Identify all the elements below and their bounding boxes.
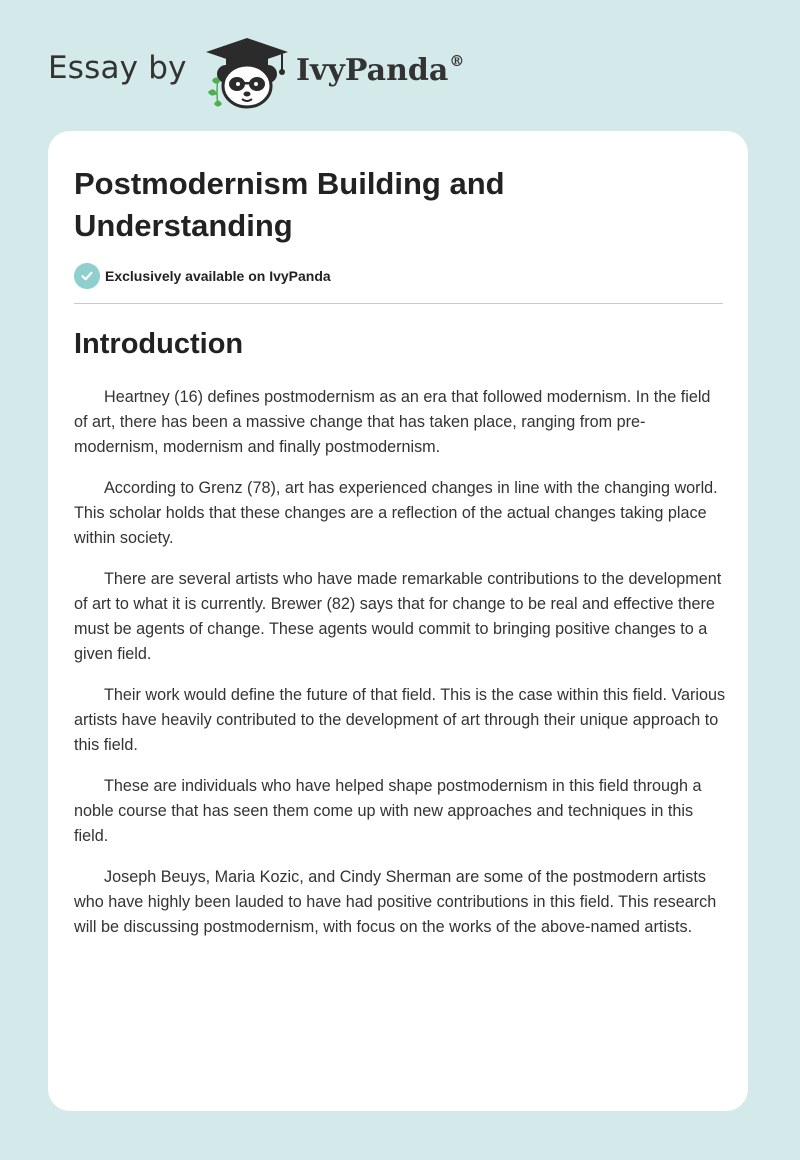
section-heading-introduction: Introduction <box>74 328 244 360</box>
essay-card <box>48 131 748 1111</box>
registered-mark: ® <box>449 52 465 70</box>
paragraph: Heartney (16) defines postmodernism as an era that followed modernism. In the field of art, there has been a massive change that has taken place, ranging from pre-modernism, modernism and finally postmodernism. <box>74 388 711 456</box>
essay-body <box>74 385 726 956</box>
site-header <box>48 34 508 114</box>
paragraph: According to Grenz (78), art has experienced changes in line with the changing world. This scholar holds that these changes are a reflection of the actual changes taking place within society. <box>74 479 718 547</box>
title-divider <box>74 303 723 304</box>
paragraph: There are several artists who have made remarkable contributions to the development of art to what it is currently. Brewer (82) says that for change to be real and effective there must be agents of change. These agents would commit to bringing positive changes to a given field. <box>74 570 722 663</box>
paragraph: These are individuals who have helped shape postmodernism in this field through a noble course that has seen them come up with new approaches and techniques in this field. <box>74 777 702 845</box>
essay-by-label: Essay by <box>48 50 187 86</box>
check-circle-icon <box>74 263 100 289</box>
essay-title: Postmodernism Building and Understanding <box>74 166 505 243</box>
paragraph: Joseph Beuys, Maria Kozic, and Cindy Sherman are some of the postmodern artists who have highly been lauded to have had positive contributions in this field. This research will be discussing postmodernism, with focus on the works of the above-named artists. <box>74 868 717 936</box>
exclusive-badge <box>74 263 331 289</box>
brand-name[interactable]: IvyPanda® <box>296 52 465 88</box>
panda-graduate-logo-icon[interactable] <box>204 34 290 110</box>
paragraph: Their work would define the future of that field. This is the case within this field. Various artists have heavily contributed to the development of art through their unique approach to this field. <box>74 686 726 754</box>
exclusive-badge-label: Exclusively available on IvyPanda <box>105 268 331 284</box>
